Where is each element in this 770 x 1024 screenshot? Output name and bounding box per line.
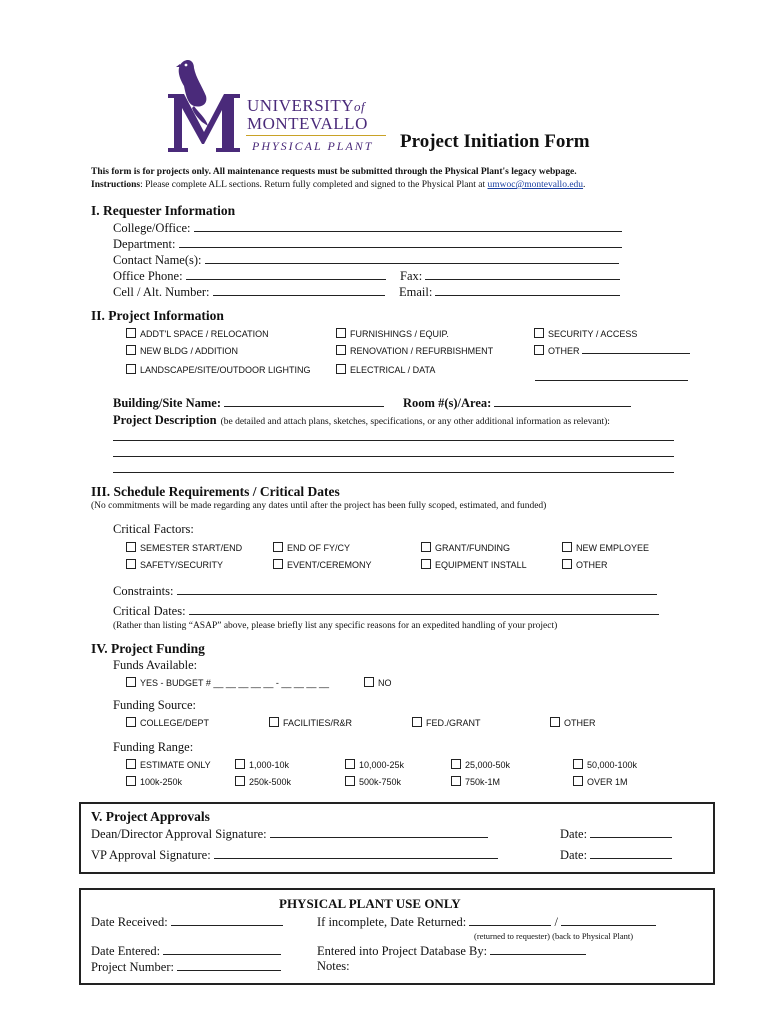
date-returned-label: If incomplete, Date Returned:: [317, 915, 467, 929]
database-entry-field[interactable]: [490, 943, 586, 955]
constraints-label: Constraints:: [113, 584, 174, 598]
description-line-3[interactable]: [113, 460, 674, 478]
logo-rule: [246, 135, 386, 136]
office-use-heading: PHYSICAL PLANT USE ONLY: [279, 896, 461, 911]
checkbox-label: FED./GRANT: [426, 718, 481, 728]
other-project-field-2[interactable]: [535, 368, 688, 386]
building-field[interactable]: [224, 395, 384, 407]
cell-label: Cell / Alt. Number:: [113, 285, 210, 299]
checkbox-new-bldg[interactable]: [126, 345, 238, 356]
checkbox-range-500k-750k[interactable]: [345, 776, 401, 787]
checkbox-label: YES - BUDGET # __ __ __ __ __ - __ __ __ __: [140, 678, 329, 688]
checkbox-range-10k-25k[interactable]: [345, 759, 404, 770]
checkbox-label: 10,000-25k: [359, 760, 405, 770]
checkbox-label: GRANT/FUNDING: [435, 543, 510, 553]
section-schedule-heading: III. Schedule Requirements / Critical Dates: [91, 484, 340, 499]
checkbox-fed-grant[interactable]: [412, 717, 481, 728]
checkbox-range-25k-50k[interactable]: [451, 759, 510, 770]
checkbox-label: 50,000-100k: [587, 760, 638, 770]
dean-date-field[interactable]: [590, 826, 672, 838]
checkbox-event[interactable]: [273, 559, 372, 570]
email-link[interactable]: umwoc@montevallo.edu: [487, 180, 584, 190]
checkbox-furnishings[interactable]: [336, 328, 449, 339]
checkbox-end-of-fy[interactable]: [273, 542, 350, 553]
checkbox-label: OTHER: [564, 718, 596, 728]
dean-date-label: Date:: [560, 827, 588, 841]
college-label: College/Office:: [113, 221, 191, 235]
checkbox-new-employee[interactable]: [562, 542, 649, 553]
building-label: Building/Site Name:: [113, 396, 221, 410]
database-entry-label: Entered into Project Database By:: [317, 944, 488, 958]
room-label: Room #(s)/Area:: [403, 396, 492, 410]
funding-source-label: Funding Source:: [113, 698, 196, 712]
contact-label: Contact Name(s):: [113, 253, 202, 267]
schedule-note: (No commitments will be made regarding any dates until after the project has been fully scoped, estimated, and funded): [91, 501, 547, 511]
critical-dates-field[interactable]: [189, 603, 659, 615]
dean-signature-field[interactable]: [270, 826, 488, 838]
checkbox-label: NO: [378, 678, 392, 688]
checkbox-label: OVER 1M: [587, 777, 628, 787]
checkbox-college-dept[interactable]: [126, 717, 209, 728]
checkbox-label: FACILITIES/R&R: [283, 718, 353, 728]
funding-range-label: Funding Range:: [113, 740, 194, 754]
room-field[interactable]: [494, 395, 631, 407]
dean-signature-label: Dean/Director Approval Signature:: [91, 827, 267, 841]
fax-label: Fax:: [400, 269, 423, 283]
date-entered-label: Date Entered:: [91, 944, 161, 958]
checkbox-label: 500k-750k: [359, 777, 402, 787]
checkbox-label: 750k-1M: [465, 777, 501, 787]
checkbox-label: 250k-500k: [249, 777, 292, 787]
logo-line-physical-plant: PHYSICAL PLANT: [252, 139, 374, 153]
instructions-end: .: [583, 180, 586, 190]
checkbox-label: 1,000-10k: [249, 760, 290, 770]
contact-field[interactable]: [205, 252, 619, 264]
instructions-text: : Please complete ALL sections. Return fully completed and signed to the Physical Plant at: [140, 180, 488, 190]
checkbox-label: EQUIPMENT INSTALL: [435, 560, 527, 570]
checkbox-label: RENOVATION / REFURBISHMENT: [350, 346, 494, 356]
department-label: Department:: [113, 237, 176, 251]
checkbox-security[interactable]: [534, 328, 637, 339]
vp-date-label: Date:: [560, 848, 588, 862]
checkbox-other-source[interactable]: [550, 717, 596, 728]
checkbox-other-factor[interactable]: [562, 559, 608, 570]
checkbox-label: ADDT'L SPACE / RELOCATION: [140, 329, 269, 339]
department-field[interactable]: [179, 236, 622, 248]
checkbox-addtl-space[interactable]: [126, 328, 269, 339]
checkbox-label: SEMESTER START/END: [140, 543, 243, 553]
vp-date-field[interactable]: [590, 847, 672, 859]
date-entered-field[interactable]: [163, 943, 281, 955]
checkbox-estimate-only[interactable]: [126, 759, 211, 770]
project-number-label: Project Number:: [91, 960, 174, 974]
checkbox-label: SAFETY/SECURITY: [140, 560, 224, 570]
checkbox-range-750k-1m[interactable]: [451, 776, 500, 787]
section-project-info-heading: II. Project Information: [91, 308, 224, 323]
constraints-field[interactable]: [177, 583, 657, 595]
section-funding-heading: IV. Project Funding: [91, 641, 205, 656]
notice-text: This form is for projects only. All maintenance requests must be submitted through the Physical Plant's legacy webpage.: [91, 167, 577, 177]
logo-line-university: UNIVERSITY: [247, 96, 354, 115]
project-number-field[interactable]: [177, 959, 281, 971]
logo-of: of: [354, 99, 366, 114]
checkbox-range-over-1m[interactable]: [573, 776, 628, 787]
checkbox-label: OTHER: [548, 346, 580, 356]
checkbox-label: COLLEGE/DEPT: [140, 718, 210, 728]
checkbox-label: FURNISHINGS / EQUIP.: [350, 329, 449, 339]
vp-signature-label: VP Approval Signature:: [91, 848, 211, 862]
fax-field[interactable]: [425, 268, 620, 280]
checkbox-label: 100k-250k: [140, 777, 183, 787]
section-approvals-heading: V. Project Approvals: [91, 809, 210, 824]
checkbox-other-project[interactable]: [534, 345, 690, 356]
checkbox-renovation[interactable]: [336, 345, 493, 356]
instructions-label: Instructions: [91, 180, 141, 190]
date-received-label: Date Received:: [91, 915, 168, 929]
checkbox-electrical[interactable]: [336, 364, 435, 375]
description-note: (be detailed and attach plans, sketches, specifications, or any other additional information as relevant):: [220, 417, 610, 427]
checkbox-equipment[interactable]: [421, 559, 527, 570]
page-title: Project Initiation Form: [400, 131, 590, 152]
other-project-field[interactable]: [582, 345, 690, 354]
checkbox-label: SECURITY / ACCESS: [548, 329, 638, 339]
cell-field[interactable]: [213, 284, 385, 296]
checkbox-label: LANDSCAPE/SITE/OUTDOOR LIGHTING: [140, 365, 311, 375]
checkbox-label: ELECTRICAL / DATA: [350, 365, 436, 375]
checkbox-label: EVENT/CEREMONY: [287, 560, 372, 570]
returned-note: (returned to requester) (back to Physical Plant): [474, 931, 634, 941]
date-returned-back-field[interactable]: [561, 914, 656, 926]
email-field[interactable]: [435, 284, 620, 296]
slash-separator: /: [554, 915, 558, 929]
asap-note: (Rather than listing “ASAP” above, please briefly list any specific reasons for an expedited handling of your project): [113, 621, 558, 631]
date-returned-field[interactable]: [469, 914, 551, 926]
checkbox-label: END OF FY/CY: [287, 543, 351, 553]
checkbox-facilities[interactable]: [269, 717, 352, 728]
checkbox-label: OTHER: [576, 560, 608, 570]
email-label: Email:: [399, 285, 433, 299]
critical-factors-label: Critical Factors:: [113, 522, 194, 536]
funds-available-label: Funds Available:: [113, 658, 198, 672]
description-label: Project Description: [113, 413, 217, 427]
vp-signature-field[interactable]: [214, 847, 498, 859]
notes-label: Notes:: [317, 959, 350, 973]
checkbox-label: NEW EMPLOYEE: [576, 543, 650, 553]
checkbox-semester[interactable]: [126, 542, 242, 553]
date-received-field[interactable]: [171, 914, 283, 926]
checkbox-label: 25,000-50k: [465, 760, 511, 770]
office-phone-label: Office Phone:: [113, 269, 183, 283]
checkbox-range-1k-10k[interactable]: [235, 759, 289, 770]
college-field[interactable]: [194, 220, 622, 232]
checkbox-label: ESTIMATE ONLY: [140, 760, 211, 770]
m-logo-mark: [164, 90, 244, 156]
checkbox-grant-funding[interactable]: [421, 542, 510, 553]
checkbox-range-100k-250k[interactable]: [126, 776, 182, 787]
checkbox-range-250k-500k[interactable]: [235, 776, 291, 787]
critical-dates-label: Critical Dates:: [113, 604, 186, 618]
checkbox-budget-yes[interactable]: [126, 677, 329, 688]
checkbox-budget-no[interactable]: [364, 677, 392, 688]
section-requester-heading: I. Requester Information: [91, 203, 236, 218]
checkbox-label: NEW BLDG / ADDITION: [140, 346, 239, 356]
checkbox-landscape[interactable]: [126, 364, 311, 375]
office-phone-field[interactable]: [186, 268, 386, 280]
checkbox-range-50k-100k[interactable]: [573, 759, 637, 770]
logo-line-montevallo: MONTEVALLO: [247, 114, 368, 133]
checkbox-safety[interactable]: [126, 559, 223, 570]
